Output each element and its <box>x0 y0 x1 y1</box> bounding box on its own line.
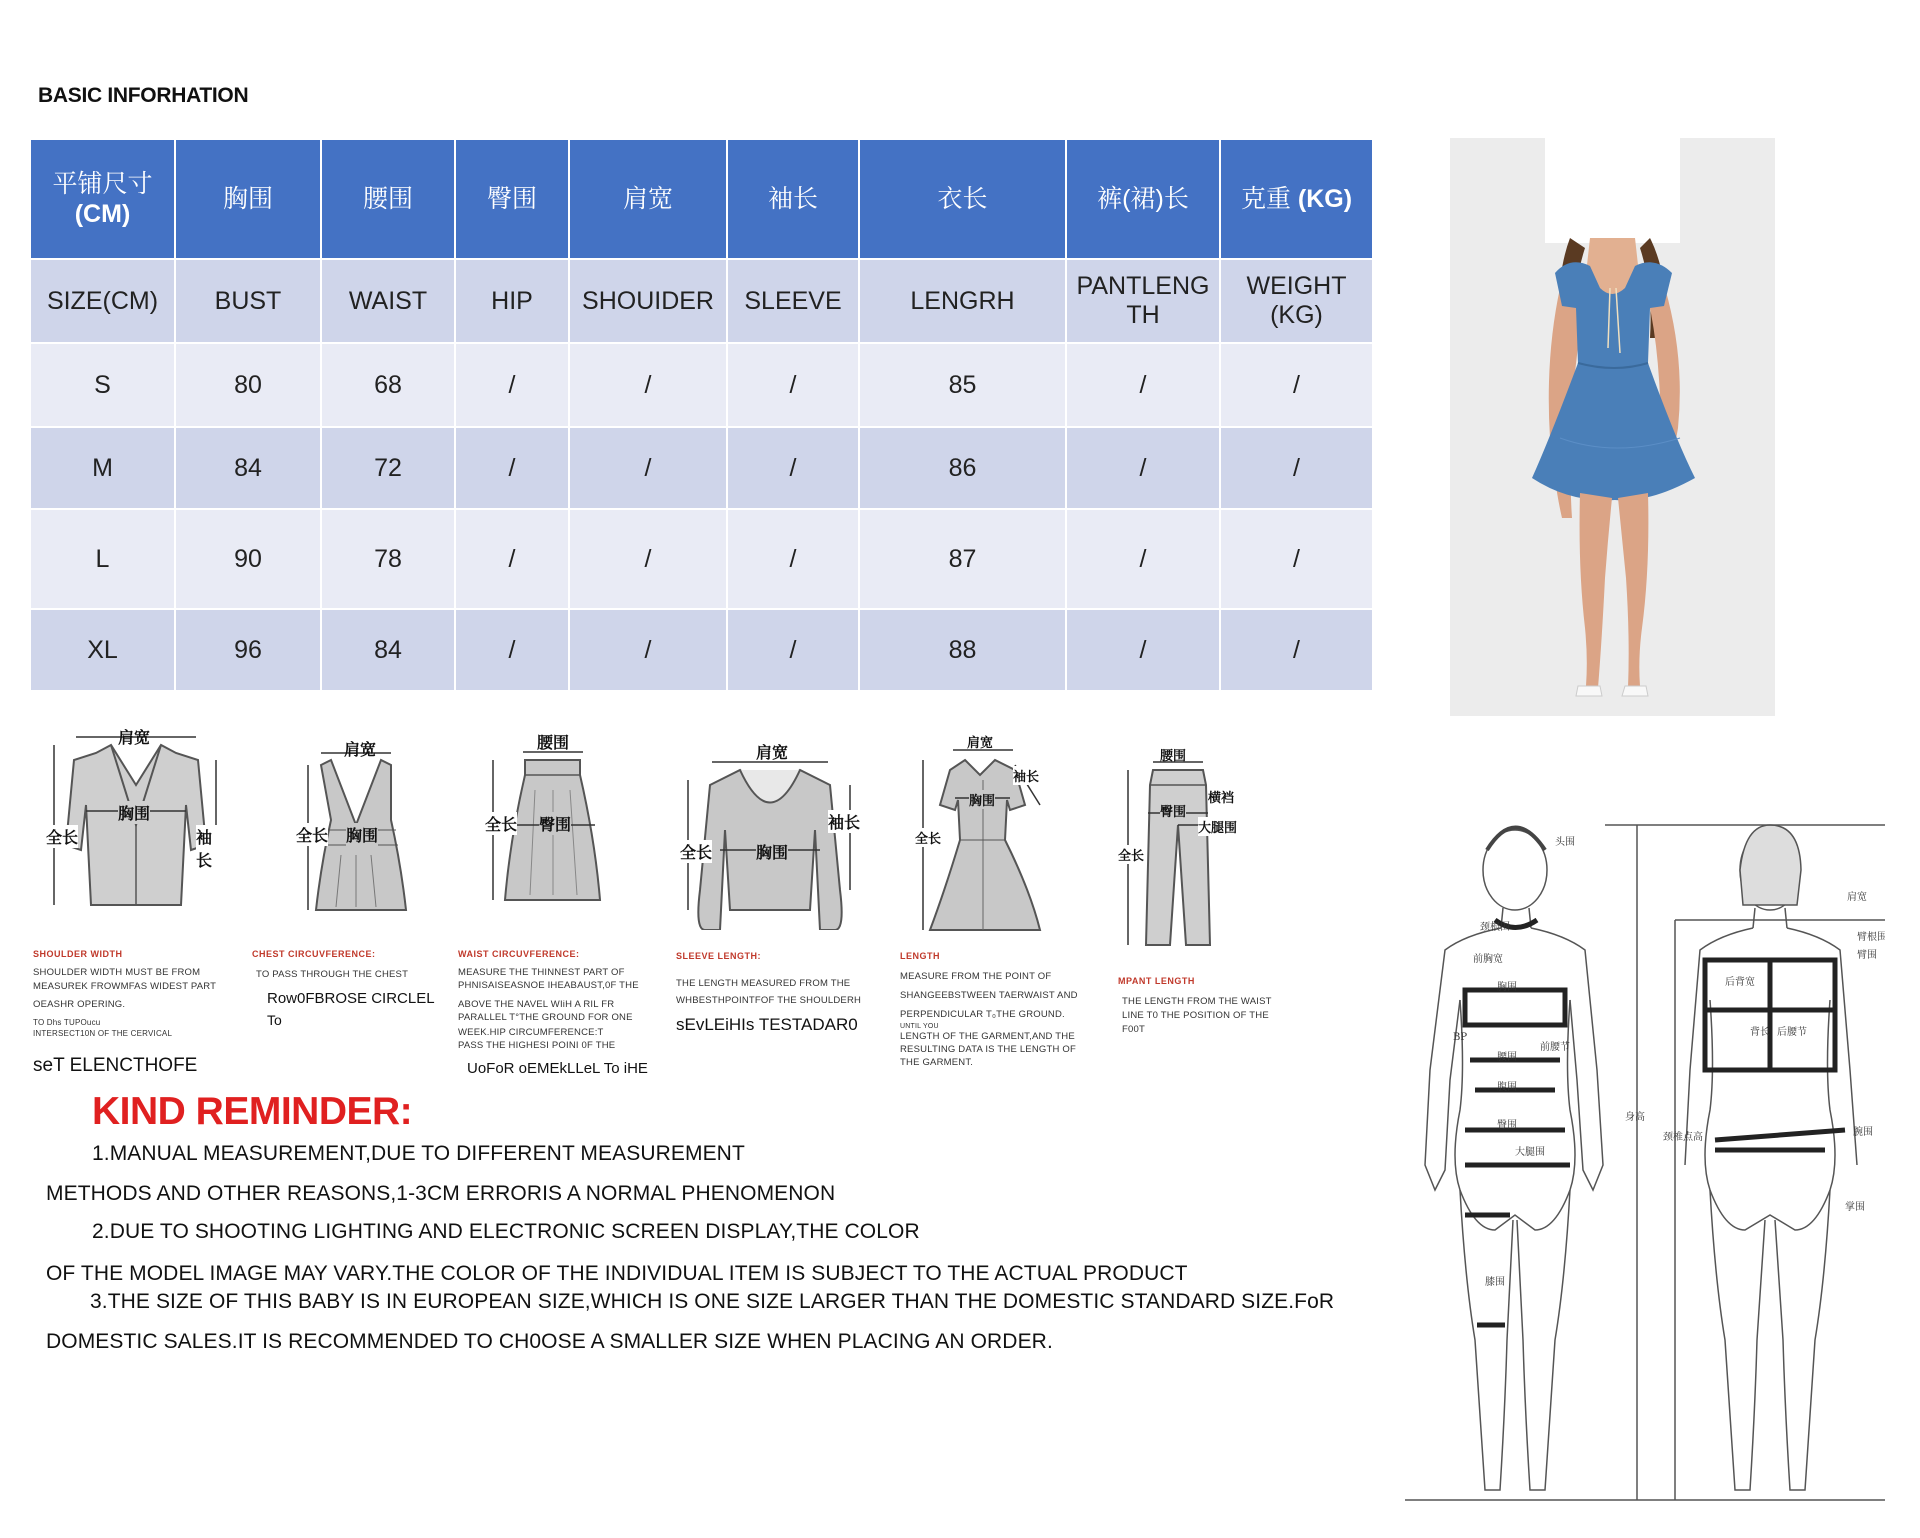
table-cell: M <box>30 427 175 509</box>
garment-sweater <box>680 740 860 930</box>
garment-label: 袖长 <box>828 810 860 833</box>
reminder-line: 1.MANUAL MEASUREMENT,DUE TO DIFFERENT MEASUREMENT <box>92 1142 745 1165</box>
diagram-label-front: 颈根围 <box>1480 922 1510 933</box>
diagram-label-front: 前胸宽 <box>1473 954 1503 965</box>
header-en-cell: PANTLENG TH <box>1066 259 1220 343</box>
section-title: BASIC INFORHATION <box>38 84 249 107</box>
table-cell: / <box>455 427 569 509</box>
header-row-cn <box>30 139 1373 259</box>
body-measurement-diagram <box>1405 810 1885 1515</box>
header-en-cell: SIZE(CM) <box>30 259 175 343</box>
garment-caption-large: UoFoR oEMEkLLeL To iHE <box>467 1060 648 1077</box>
garment-caption-large: sEvLEiHIs TESTADAR0 <box>676 1015 858 1034</box>
table-cell: 85 <box>859 343 1066 427</box>
garment-caption-text: THE LENGTH MEASURED FROM THE WHBESTHPOINTFOF THE SHOULDERH <box>676 978 862 1006</box>
diagram-label-back: 后腰节 <box>1777 1027 1807 1038</box>
model-figure <box>1450 138 1775 716</box>
table-cell: / <box>727 509 859 609</box>
garment-caption-text: MEASURE FROM THE POINT OF SHANGEEBSTWEEN TAERWAIST AND PERPENDICULAR T₀THE GROUND. UNTIL YOU LENGTH OF THE GARMENT,AND THE RESULTING DATA IS THE LENGTH OF THE GARMENT. <box>900 971 1078 1068</box>
table-cell: / <box>455 509 569 609</box>
garment-label: 全长 <box>915 828 941 847</box>
table-cell: 86 <box>859 427 1066 509</box>
table-cell: / <box>1220 509 1373 609</box>
garment-label: 肩宽 <box>756 745 789 762</box>
garment-label: 胸围 <box>969 790 995 809</box>
table-cell: / <box>727 427 859 509</box>
diagram-label-front: 腰围 <box>1497 1052 1517 1063</box>
table-cell: / <box>569 609 727 691</box>
table-cell: 96 <box>175 609 321 691</box>
table-row <box>30 427 1373 509</box>
table-cell: 84 <box>175 427 321 509</box>
header-cn-cell: 腰围 <box>321 139 455 259</box>
diagram-label-back: 后背宽 <box>1725 977 1755 988</box>
header-cn-cell: 臀围 <box>455 139 569 259</box>
header-en-cell: WAIST <box>321 259 455 343</box>
table-cell: 84 <box>321 609 455 691</box>
header-cn-cell: 衣长 <box>859 139 1066 259</box>
garment-caption-title: LENGTH <box>900 951 940 961</box>
table-cell: / <box>1066 609 1220 691</box>
garment-label: 全长 <box>296 823 328 846</box>
garment-skirt <box>485 730 615 910</box>
table-cell: / <box>569 427 727 509</box>
garment-label: 横裆 <box>1208 787 1234 806</box>
diagram-label-front: 前腰节 <box>1540 1042 1570 1053</box>
table-cell: 88 <box>859 609 1066 691</box>
diagram-label-vertical: 颈椎点高 <box>1663 1132 1703 1143</box>
header-cn-cell: 袖长 <box>727 139 859 259</box>
garment-label: 肩宽 <box>967 735 994 750</box>
table-cell: / <box>455 609 569 691</box>
garment-pants <box>1118 745 1238 950</box>
table-cell: 80 <box>175 343 321 427</box>
diagram-label-front: 头围 <box>1555 837 1575 848</box>
garment-caption-title: MPANT LENGTH <box>1118 976 1195 986</box>
size-table <box>29 138 1374 692</box>
table-cell: 78 <box>321 509 455 609</box>
table-cell: / <box>1066 343 1220 427</box>
garment-label: 胸围 <box>346 823 378 846</box>
header-en-cell: SLEEVE <box>727 259 859 343</box>
diagram-label-front: 腹围 <box>1497 1082 1517 1093</box>
diagram-label-back: 臂根围 <box>1857 932 1885 943</box>
garment-caption-text: THE LENGTH FROM THE WAIST LINE T0 THE POSITION OF THE F00T <box>1122 996 1272 1035</box>
table-row <box>30 343 1373 427</box>
table-cell: / <box>1066 509 1220 609</box>
garment-caption-title: SLEEVE LENGTH: <box>676 951 762 961</box>
reminder-line: OF THE MODEL IMAGE MAY VARY.THE COLOR OF THE INDIVIDUAL ITEM IS SUBJECT TO THE ACTUAL PRODUCT <box>46 1262 1188 1285</box>
reminder-title: KIND REMINDER: <box>92 1090 413 1133</box>
garment-caption-text: SHOULDER WIDTH MUST BE FROM MEASUREK FROWMFAS WIDEST PART OEASHR OPERING. TO Dhs TUPOucu INTERSECT10N OF THE CERVICAL <box>33 967 217 1038</box>
reminder-line: 2.DUE TO SHOOTING LIGHTING AND ELECTRONIC SCREEN DISPLAY,THE COLOR <box>92 1220 920 1243</box>
reminder-line: METHODS AND OTHER REASONS,1-3CM ERRORIS A NORMAL PHENOMENON <box>46 1182 836 1205</box>
table-cell: / <box>569 509 727 609</box>
garment-caption-title: CHEST CIRCUVFERENCE: <box>252 949 376 959</box>
garment-caption-title: WAIST CIRCUVFERENCE: <box>458 949 580 959</box>
diagram-label-front: 大腿围 <box>1515 1147 1545 1158</box>
header-cn-cell: 胸围 <box>175 139 321 259</box>
garment-label: 腰围 <box>1160 748 1187 763</box>
garment-caption-large: seT ELENCTHOFE <box>33 1055 198 1076</box>
garment-label: 袖长 <box>1013 766 1039 785</box>
table-cell: / <box>1066 427 1220 509</box>
garment-label: 胸围 <box>118 801 150 824</box>
table-cell: L <box>30 509 175 609</box>
header-row-en <box>30 259 1373 343</box>
garment-label: 肩宽 <box>344 742 377 759</box>
header-en-cell: HIP <box>455 259 569 343</box>
diagram-label-back: 腕围 <box>1853 1127 1873 1138</box>
table-row <box>30 609 1373 691</box>
garment-caption-text: MEASURE THE THINNEST PART OF PHNISAISEASNOE IHEABAUST,0F THE ABOVE THE NAVEL WIiH A RIL FR PARALLEL T°THE GROUND FOR ONE WEEK.HIP CIRCUMFERENCE:T PASS THE HIGHESI POINI 0F THE <box>458 967 639 1051</box>
table-row <box>30 509 1373 609</box>
table-cell: 87 <box>859 509 1066 609</box>
header-en-cell: WEIGHT (KG) <box>1220 259 1373 343</box>
diagram-label-front: 臀围 <box>1497 1120 1517 1131</box>
garment-label: 腰围 <box>537 735 570 752</box>
header-cn-cell: 平铺尺寸 (CM) <box>30 139 175 259</box>
table-cell: / <box>727 343 859 427</box>
diagram-label-front: BP <box>1453 1032 1468 1043</box>
reminder-line: DOMESTIC SALES.IT IS RECOMMENDED TO CH0OSE A SMALLER SIZE WHEN PLACING AN ORDER. <box>46 1330 1053 1353</box>
table-cell: 72 <box>321 427 455 509</box>
garment-caption-extra: To <box>267 1012 282 1028</box>
header-en-cell: BUST <box>175 259 321 343</box>
diagram-label-back: 肩宽 <box>1847 892 1867 903</box>
diagram-label-vertical: 身高 <box>1625 1112 1645 1123</box>
garment-dress <box>915 730 1055 940</box>
table-cell: / <box>727 609 859 691</box>
table-cell: / <box>1220 343 1373 427</box>
garment-label: 全长 <box>46 825 78 848</box>
sweater-icon <box>680 740 860 930</box>
product-photo <box>1450 138 1775 716</box>
reminder-line: 3.THE SIZE OF THIS BABY IS IN EUROPEAN SIZE,WHICH IS ONE SIZE LARGER THAN THE DOMESTIC STANDARD SIZE.FoR <box>90 1290 1335 1313</box>
body-figure-icon <box>1405 810 1885 1515</box>
diagram-label-back: 臂围 <box>1857 950 1877 961</box>
garment-label: 臀围 <box>1160 801 1186 820</box>
garment-label: 肩宽 <box>118 730 151 747</box>
diagram-label-back: 背长 <box>1750 1027 1770 1038</box>
garment-label: 全长 <box>485 812 517 835</box>
garment-top <box>296 735 426 915</box>
garment-caption-text: TO PASS THROUGH THE CHEST <box>256 969 409 980</box>
header-cn-cell: 肩宽 <box>569 139 727 259</box>
table-cell: / <box>1220 609 1373 691</box>
garment-label: 胸围 <box>756 840 788 863</box>
table-cell: 68 <box>321 343 455 427</box>
header-en-cell: SHOUIDER <box>569 259 727 343</box>
garment-label: 大腿围 <box>1198 817 1237 836</box>
garment-label: 全长 <box>680 840 712 863</box>
garment-caption-title: SHOULDER WIDTH <box>33 949 123 959</box>
table-cell: XL <box>30 609 175 691</box>
table-cell: / <box>455 343 569 427</box>
garment-label: 袖长 <box>196 825 226 871</box>
header-cn-cell: 克重 (KG) <box>1220 139 1373 259</box>
table-cell: S <box>30 343 175 427</box>
diagram-label-front: 膝围 <box>1485 1277 1505 1288</box>
garment-label: 全长 <box>1118 845 1144 864</box>
diagram-label-front: 胸围 <box>1497 982 1517 993</box>
header-cn-cell: 裤(裙)长 <box>1066 139 1220 259</box>
table-cell: / <box>1220 427 1373 509</box>
garment-blazer <box>46 725 226 915</box>
diagram-label-back: 掌围 <box>1845 1202 1865 1213</box>
garment-label: 臀围 <box>539 812 571 835</box>
garment-caption-large: Row0FBROSE CIRCLEL <box>267 990 435 1007</box>
table-cell: 90 <box>175 509 321 609</box>
table-cell: / <box>569 343 727 427</box>
header-en-cell: LENGRH <box>859 259 1066 343</box>
